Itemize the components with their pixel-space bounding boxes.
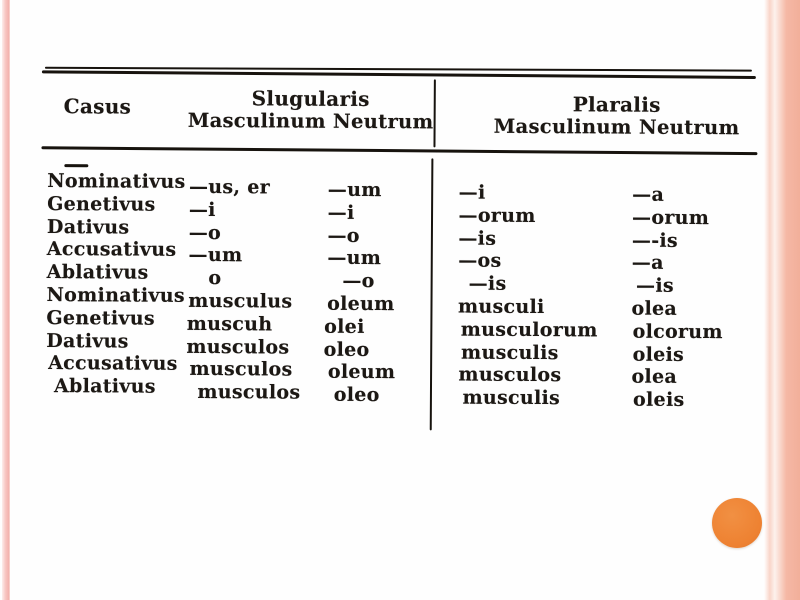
cell-casus: Ablativus bbox=[53, 375, 156, 398]
plural-subheader: Masculinum Neutrum bbox=[493, 114, 740, 140]
orange-circle-decoration bbox=[712, 498, 762, 548]
cell-plural-masculine: —is bbox=[468, 272, 507, 296]
cell-casus: Ablativus bbox=[46, 261, 149, 284]
slide-left-border-strip bbox=[2, 0, 10, 600]
cell-singular-masculine: muscuh bbox=[186, 312, 273, 336]
cell-casus: Genetivus bbox=[46, 306, 155, 330]
cell-casus: Nominativus bbox=[46, 284, 185, 307]
cell-singular-masculine: musculus bbox=[188, 289, 293, 313]
table-top-rule-inner bbox=[42, 70, 756, 78]
column-header-singular bbox=[170, 87, 452, 135]
column-header-plural bbox=[476, 93, 758, 141]
cell-plural-neuter: olea bbox=[631, 297, 678, 320]
cell-plural-neuter: olcorum bbox=[632, 320, 723, 343]
cell-plural-neuter: oleis bbox=[633, 388, 685, 412]
cell-singular-neuter: —o bbox=[327, 224, 360, 247]
cell-singular-masculine: o bbox=[208, 267, 222, 290]
cell-singular-masculine: —o bbox=[188, 221, 222, 244]
cell-plural-masculine: musculi bbox=[457, 295, 545, 319]
cell-singular-neuter: —um bbox=[327, 178, 382, 202]
cell-singular-neuter: oleum bbox=[327, 361, 396, 384]
singular-subheader: Masculinum Neutrum bbox=[187, 108, 434, 134]
cell-plural-neuter: —-is bbox=[631, 229, 679, 252]
cell-plural-masculine: —i bbox=[458, 181, 486, 204]
cell-plural-masculine: —os bbox=[458, 249, 502, 273]
cell-singular-masculine: —us, er bbox=[188, 175, 271, 199]
singular-title: Slugularis bbox=[251, 86, 370, 112]
declension-table-scan bbox=[40, 58, 758, 452]
cell-plural-neuter: —orum bbox=[632, 206, 710, 229]
cell-singular-masculine: musculos bbox=[186, 335, 290, 359]
cell-casus: Genetivus bbox=[47, 192, 156, 216]
cell-casus: Dativus bbox=[46, 329, 129, 353]
cell-singular-masculine: musculos bbox=[197, 381, 301, 404]
cell-singular-masculine: —um bbox=[188, 244, 243, 267]
plural-title: Plaralis bbox=[572, 92, 661, 117]
cell-singular-neuter: olei bbox=[324, 315, 365, 338]
scan-artifact-overline bbox=[64, 164, 88, 168]
cell-casus: Nominativus bbox=[47, 170, 186, 193]
cell-plural-neuter: —a bbox=[631, 251, 664, 275]
cell-plural-masculine: musculorum bbox=[460, 318, 598, 342]
cell-plural-masculine: musculis bbox=[462, 386, 561, 410]
cell-singular-neuter: —o bbox=[342, 270, 375, 293]
cell-plural-neuter: —is bbox=[636, 274, 674, 298]
cell-singular-neuter: oleo bbox=[323, 338, 370, 361]
cell-singular-neuter: —i bbox=[327, 201, 355, 224]
table-body bbox=[40, 170, 757, 412]
cell-plural-neuter: olea bbox=[631, 365, 678, 389]
cell-plural-masculine: —is bbox=[458, 227, 497, 250]
cell-singular-neuter: oleum bbox=[327, 292, 395, 316]
cell-casus: Accusativus bbox=[48, 352, 178, 376]
cell-plural-masculine: musculis bbox=[461, 341, 559, 364]
cell-singular-masculine: —i bbox=[188, 198, 216, 221]
cell-casus: Dativus bbox=[46, 215, 130, 239]
cell-plural-masculine: musculos bbox=[458, 363, 562, 387]
table-header-bottom-rule bbox=[41, 146, 757, 155]
cell-plural-masculine: —orum bbox=[458, 204, 536, 227]
cell-plural-neuter: —a bbox=[632, 183, 665, 206]
cell-singular-neuter: —um bbox=[327, 247, 382, 270]
cell-singular-neuter: oleo bbox=[333, 383, 380, 407]
cell-singular-masculine: musculos bbox=[189, 358, 293, 381]
column-header-casus: Casus bbox=[63, 94, 132, 119]
cell-plural-neuter: oleis bbox=[632, 343, 685, 366]
slide-right-border-strip bbox=[764, 0, 800, 600]
cell-casus: Accusativus bbox=[46, 238, 177, 262]
